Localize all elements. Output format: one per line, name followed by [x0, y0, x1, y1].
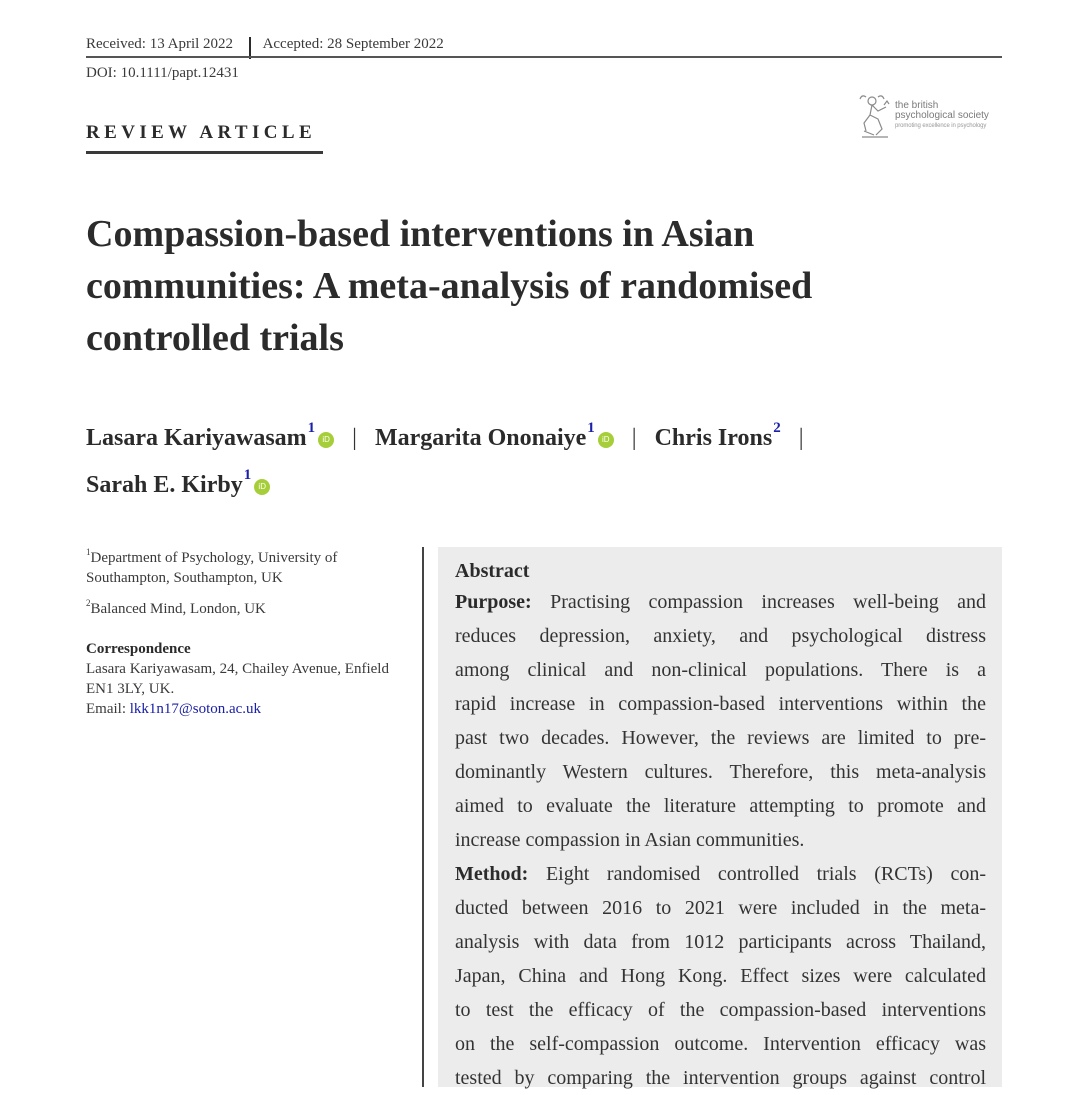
column-divider [422, 547, 424, 1087]
author-kirby[interactable]: Sarah E. Kirby$^1$iD [86, 472, 270, 498]
abstract-purpose: Purpose: Practising compassion increases well-being and reduces depression, anxiety, and psychological distress among clinical and non-clinical populations. There is a rapid increase in compassion-based interventions within the past two decades. However, the reviews are limited to pre- dominantly Western cultures. Therefore, this meta-analysis aimed to evaluate the literature attempting to promote and increase compassion in Asian communities. [455, 591, 987, 851]
correspondence-heading: Correspondence [86, 641, 191, 657]
author-separator: | [352, 425, 357, 451]
abstract-content [455, 557, 986, 1095]
affiliation-1: $^1$Department of Psychology, University of Southampton, Southampton, UK [86, 547, 338, 586]
author-irons[interactable]: Chris Irons$^2$ [654, 420, 781, 451]
correspondence-email: Email: lkk1n17@soton.ac.uk [86, 701, 262, 717]
correspondence-address-1: Lasara Kariyawasam, 24, Chailey Avenue, Enfield [86, 661, 389, 677]
header-rule [86, 56, 1002, 58]
email-link[interactable]: lkk1n17@soton.ac.uk [129, 701, 262, 717]
correspondence-address-2: EN1 3LY, UK. [86, 681, 175, 697]
author-ononaiye[interactable]: Margarita Ononaiye$^1$iD [375, 425, 614, 451]
affiliation-ref[interactable]: 1 [243, 467, 252, 483]
section-rule [86, 151, 323, 154]
affiliation-ref[interactable]: 1 [307, 420, 316, 436]
abstract-box [438, 547, 1002, 1087]
orcid-icon[interactable]: iD [318, 432, 334, 448]
method-label: Method: [455, 863, 529, 885]
section-label: REVIEW ARTICLE [86, 122, 317, 143]
bps-logo [858, 92, 1008, 140]
doi: DOI: 10.1111/papt.12431 [86, 65, 239, 81]
author-separator: | [798, 425, 804, 451]
purpose-label: Purpose: [455, 591, 532, 613]
affiliation-2: $^2$Balanced Mind, London, UK [86, 598, 266, 617]
author-kariyawasam[interactable]: Lasara Kariyawasam$^1$iD [86, 425, 334, 451]
author-separator: | [631, 425, 637, 451]
orcid-icon[interactable]: iD [598, 432, 614, 448]
accepted-date: Accepted: 28 September 2022 [262, 35, 444, 52]
abstract-heading: Abstract [455, 560, 530, 582]
bps-wordmark: the british psychological society promoting excellence in psychology [895, 100, 989, 129]
bps-figure-icon [858, 93, 892, 139]
affiliation-ref[interactable]: 2 [773, 420, 781, 436]
received-date: Received: 13 April 2022 [86, 35, 234, 52]
author-list [86, 412, 986, 506]
article-dates [86, 33, 444, 55]
affiliation-ref[interactable]: 1 [587, 420, 595, 436]
article-title: Compassion-based interventions in Asian communities: A meta-analysis of randomised controlled trials [86, 213, 813, 359]
orcid-icon[interactable]: iD [254, 479, 270, 495]
affiliations [86, 543, 416, 719]
abstract-method: Method: Eight randomised controlled trials (RCTs) con- ducted between 2016 to 2021 were included in the meta- analysis with data from 1012 participants across Thailand, Japan, China and Hong Kong. Effect sizes were calculated to test the efficacy of the compassion-based interventions on the self-compassion outcome. Intervention efficacy was tested by comparing the intervention groups against control [455, 863, 987, 1089]
